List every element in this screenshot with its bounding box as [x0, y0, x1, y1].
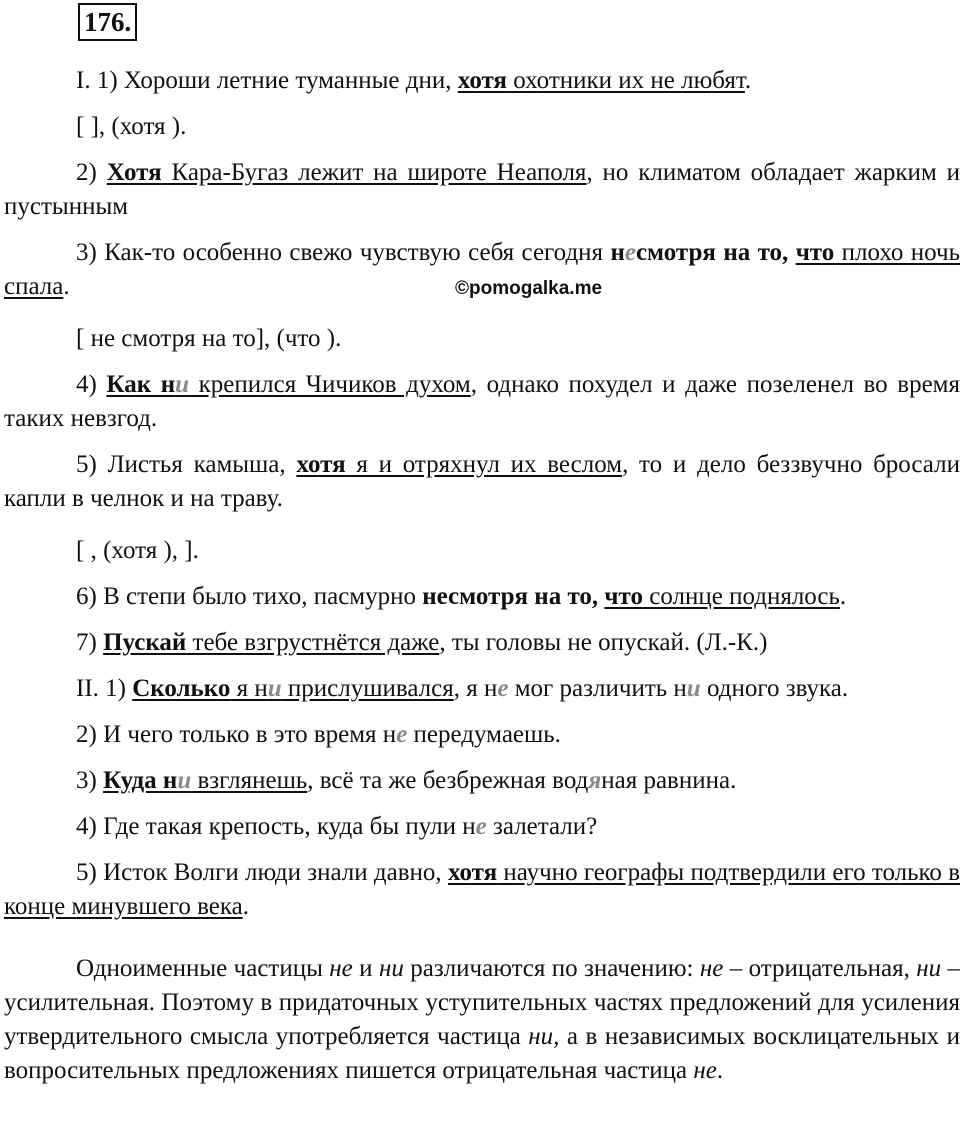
sentence-1-5: 5) Листья камыша, хотя я и отряхнул их веслом, то и дело беззвучно бросали капли в челнок и на траву. [4, 451, 960, 512]
sentence-2-1: II. 1) Сколько я ни прислушивался, я не мог различить ни одного звука. [76, 675, 849, 702]
scheme-1: [ ], (хотя ). [76, 113, 187, 140]
highlighted-vowel: е [624, 239, 636, 266]
sentence-1-3: 3) Как-то особенно свежо чувствую себя сегодня несмотря на то, что плохо ночь спала. [4, 239, 960, 300]
highlighted-vowel: и [175, 371, 190, 398]
scheme-3: [ не смотря на то], (что ). [76, 325, 342, 352]
exercise-number: 176. [78, 3, 137, 41]
exercise-content [4, 64, 960, 1088]
scheme-5: [ , (хотя ), ]. [76, 537, 199, 564]
sentence-1-7: 7) Пускай тебе взгрустнётся даже, ты головы не опускай. (Л.-К.) [76, 629, 768, 656]
highlighted-vowel: е [396, 721, 408, 748]
conjunction: что [795, 239, 835, 266]
sentence-1-1: I. 1) Хороши летние туманные дни, хотя охотники их не любят. [76, 67, 752, 94]
highlighted-vowel: я [588, 767, 602, 794]
watermark: ©pomogalka.me [455, 278, 603, 299]
sentence-2-5: 5) Исток Волги люди знали давно, хотя научно географы подтвердили его только в конце минувшего века. [4, 859, 960, 920]
highlighted-vowel: и [267, 675, 282, 702]
sentence-2-2: 2) И чего только в это время не передумаешь. [76, 721, 561, 748]
highlighted-vowel: е [497, 675, 509, 702]
conjunction: хотя [296, 451, 346, 478]
conjunction: Хотя [106, 159, 162, 186]
highlighted-vowel: и [177, 767, 192, 794]
sentence-1-2: 2) Хотя Кара-Бугаз лежит на широте Неаполя, но климатом обладает жарким и пустынным [4, 159, 960, 220]
conjunction: хотя [447, 859, 498, 886]
highlighted-vowel: е [475, 813, 487, 840]
sentence-2-3: 3) Куда ни взглянешь, всё та же безбрежная водяная равнина. [76, 767, 737, 794]
highlighted-vowel: и [686, 675, 701, 702]
conclusion-paragraph: Одноименные частицы не и ни различаются по значению: не – отрицательная, ни – усилительная. Поэтому в придаточных уступительных частях предложений для усиления утвердительного смысла употребляется частица ни, а в независимых восклицательных и вопросительных предложениях пишется отрицательная частица не. [4, 955, 960, 1084]
conjunction: Пускай [103, 629, 187, 656]
sentence-2-4: 4) Где такая крепость, куда бы пули не залетали? [76, 813, 598, 840]
conjunction: хотя [457, 67, 507, 94]
sentence-1-6: 6) В степи было тихо, пасмурно несмотря на то, что солнце поднялось. [76, 583, 847, 610]
conjunction: что [604, 583, 643, 610]
conjunction: Куда н [103, 767, 178, 794]
conjunction: Как н [106, 371, 176, 398]
conjunction: Сколько [132, 675, 231, 702]
sentence-1-4: 4) Как ни крепился Чичиков духом, однако похудел и даже позеленел во время таких невзгод. [4, 371, 960, 432]
